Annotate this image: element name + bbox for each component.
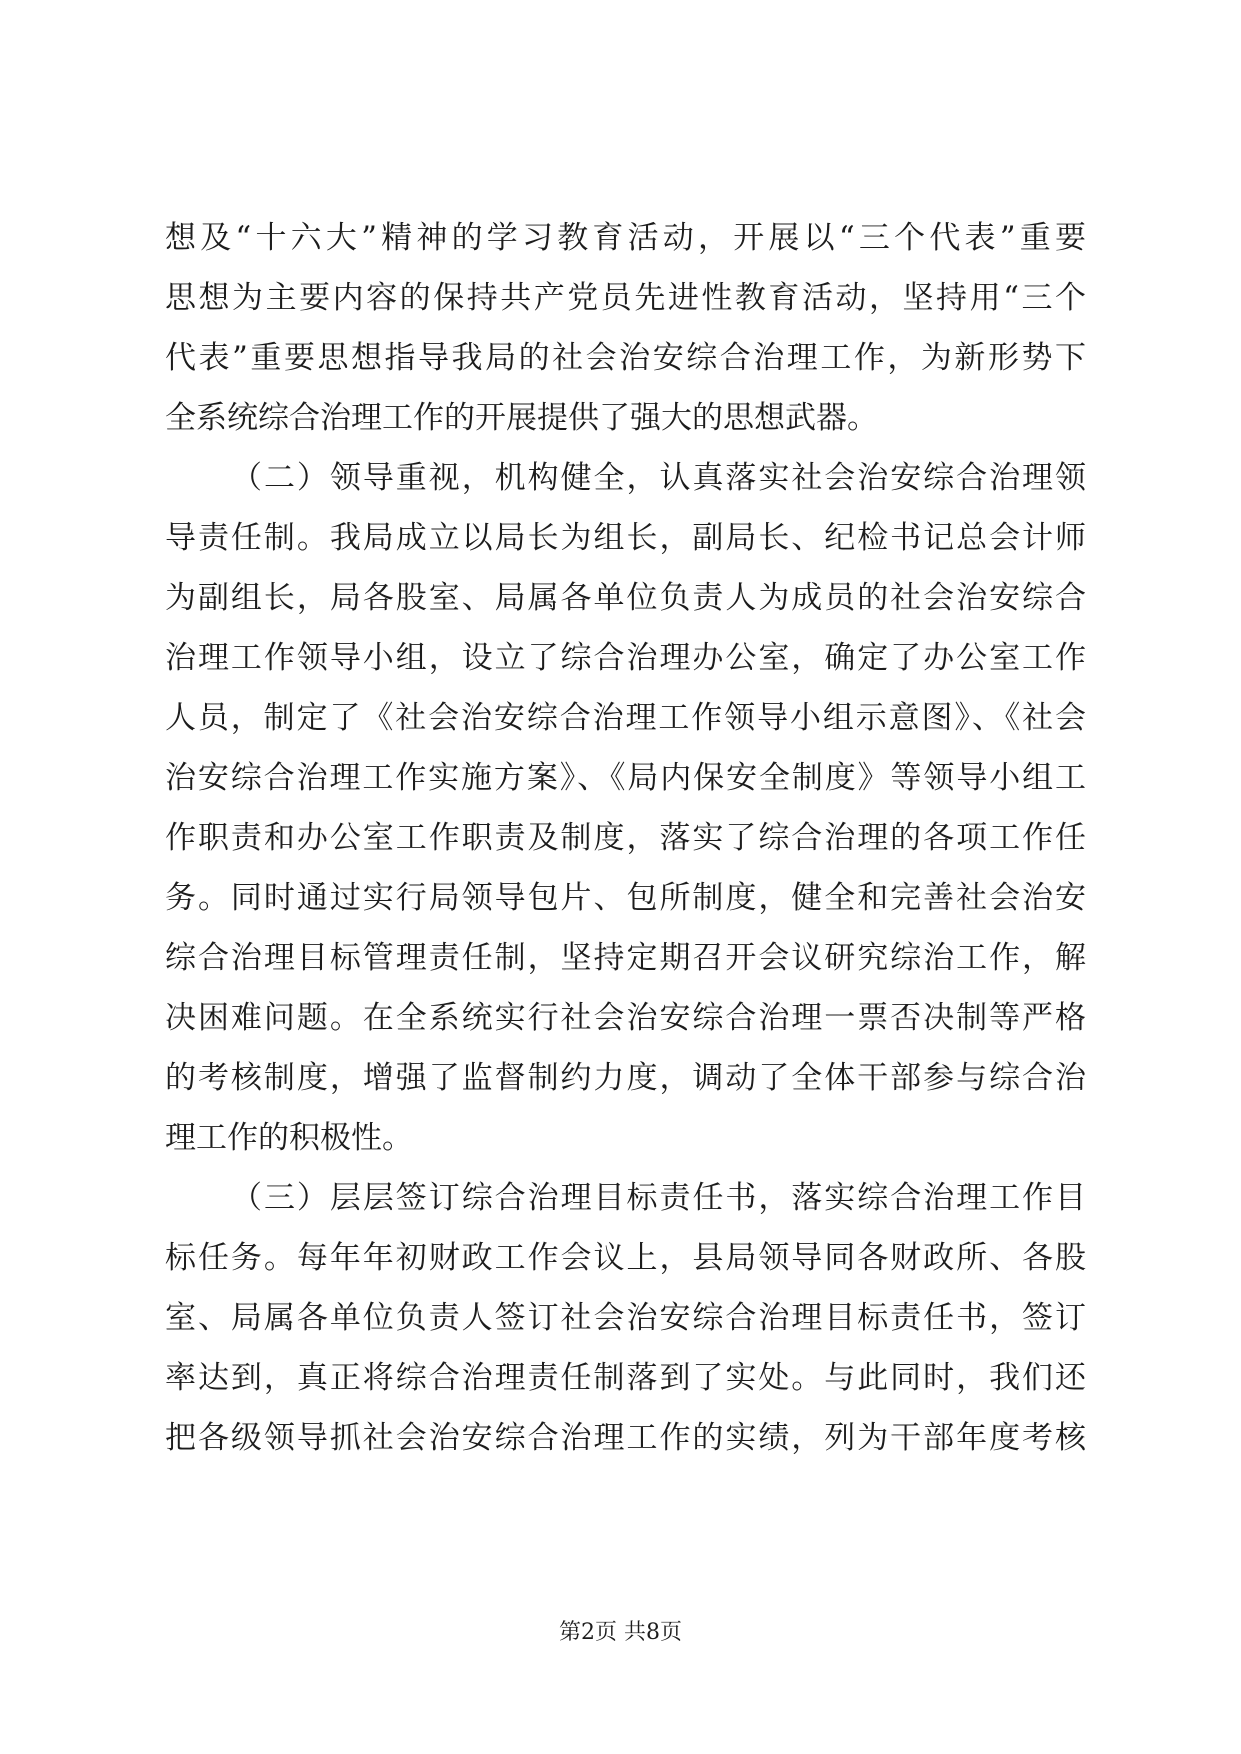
text-line: 室、局属各单位负责人签订社会治安综合治理目标责任书，签订 [165,1300,1086,1336]
text-line: 人员，制定了《社会治安综合治理工作领导小组示意图》、《社会 [165,700,1086,736]
text-line: （二）领导重视，机构健全，认真落实社会治安综合治理领 [231,460,1086,496]
text-line: （三）层层签订综合治理目标责任书，落实综合治理工作目 [231,1180,1086,1216]
text-line: 想及“十六大”精神的学习教育活动，开展以“三个代表”重要 [165,220,1086,256]
page-number-label: 第2页 共8页 [559,1620,682,1645]
text-line: 的考核制度，增强了监督制约力度，调动了全体干部参与综合治 [165,1060,1086,1096]
text-line: 代表”重要思想指导我局的社会治安综合治理工作，为新形势下 [165,340,1086,376]
text-line: 为副组长，局各股室、局属各单位负责人为成员的社会治安综合 [165,580,1086,616]
text-line: 导责任制。我局成立以局长为组长，副局长、纪检书记总会计师 [165,520,1086,556]
paragraph [165,1168,1086,1468]
text-line: 治理工作领导小组，设立了综合治理办公室，确定了办公室工作 [165,640,1086,676]
text-line: 综合治理目标管理责任制，坚持定期召开会议研究综治工作，解 [165,940,1086,976]
text-line: 思想为主要内容的保持共产党员先进性教育活动，坚持用“三个 [165,280,1086,316]
text-line: 作职责和办公室工作职责及制度，落实了综合治理的各项工作任 [165,820,1086,856]
text-line: 率达到，真正将综合治理责任制落到了实处。与此同时，我们还 [165,1360,1086,1396]
text-line: 把各级领导抓社会治安综合治理工作的实绩，列为干部年度考核 [165,1420,1086,1456]
page-footer [0,1618,1241,1648]
body-text [165,208,1086,1468]
text-line: 理工作的积极性。 [165,1120,413,1156]
text-line: 全系统综合治理工作的开展提供了强大的思想武器。 [165,400,878,436]
paragraph [165,208,1086,448]
paragraph [165,448,1086,1168]
text-line: 治安综合治理工作实施方案》、《局内保安全制度》等领导小组工 [165,760,1086,796]
text-line: 务。同时通过实行局领导包片、包所制度，健全和完善社会治安 [165,880,1086,916]
text-line: 决困难问题。在全系统实行社会治安综合治理一票否决制等严格 [165,1000,1086,1036]
text-line: 标任务。每年年初财政工作会议上，县局领导同各财政所、各股 [165,1240,1086,1276]
